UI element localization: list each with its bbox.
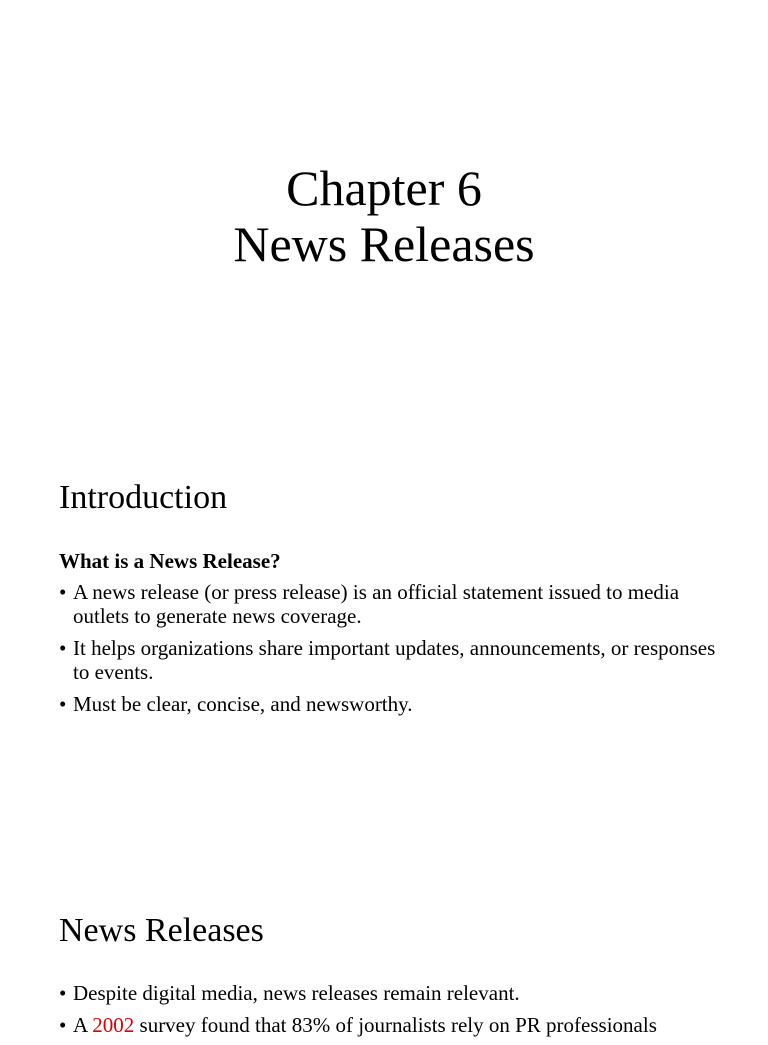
- section-heading: Introduction: [59, 479, 228, 516]
- list-item: • A news release (or press release) is an official statement issued to media outlets to generate news coverage.: [59, 580, 719, 628]
- title-slide: [0, 160, 768, 272]
- list-item: • Must be clear, concise, and newsworthy.: [59, 692, 719, 716]
- bullet-list: [59, 580, 719, 716]
- list-item-partial: [59, 1013, 719, 1037]
- news-releases-section: [59, 911, 719, 1045]
- highlighted-year: 2002: [92, 1013, 135, 1037]
- list-item-prefix: A: [73, 1013, 93, 1037]
- list-item: • It helps organizations share important updates, announcements, or responses to events.: [59, 636, 719, 684]
- introduction-section: [59, 478, 719, 724]
- bullet-list: [59, 981, 719, 1037]
- subheading: What is a News Release?: [59, 549, 281, 573]
- list-item: • Despite digital media, news releases remain relevant.: [59, 981, 719, 1005]
- list-item-suffix: survey found that 83% of journalists rely on PR professionals: [134, 1013, 657, 1037]
- section-heading: News Releases: [59, 912, 264, 949]
- title-line-2: News Releases: [233, 216, 535, 272]
- title-line-1: Chapter 6: [286, 160, 482, 216]
